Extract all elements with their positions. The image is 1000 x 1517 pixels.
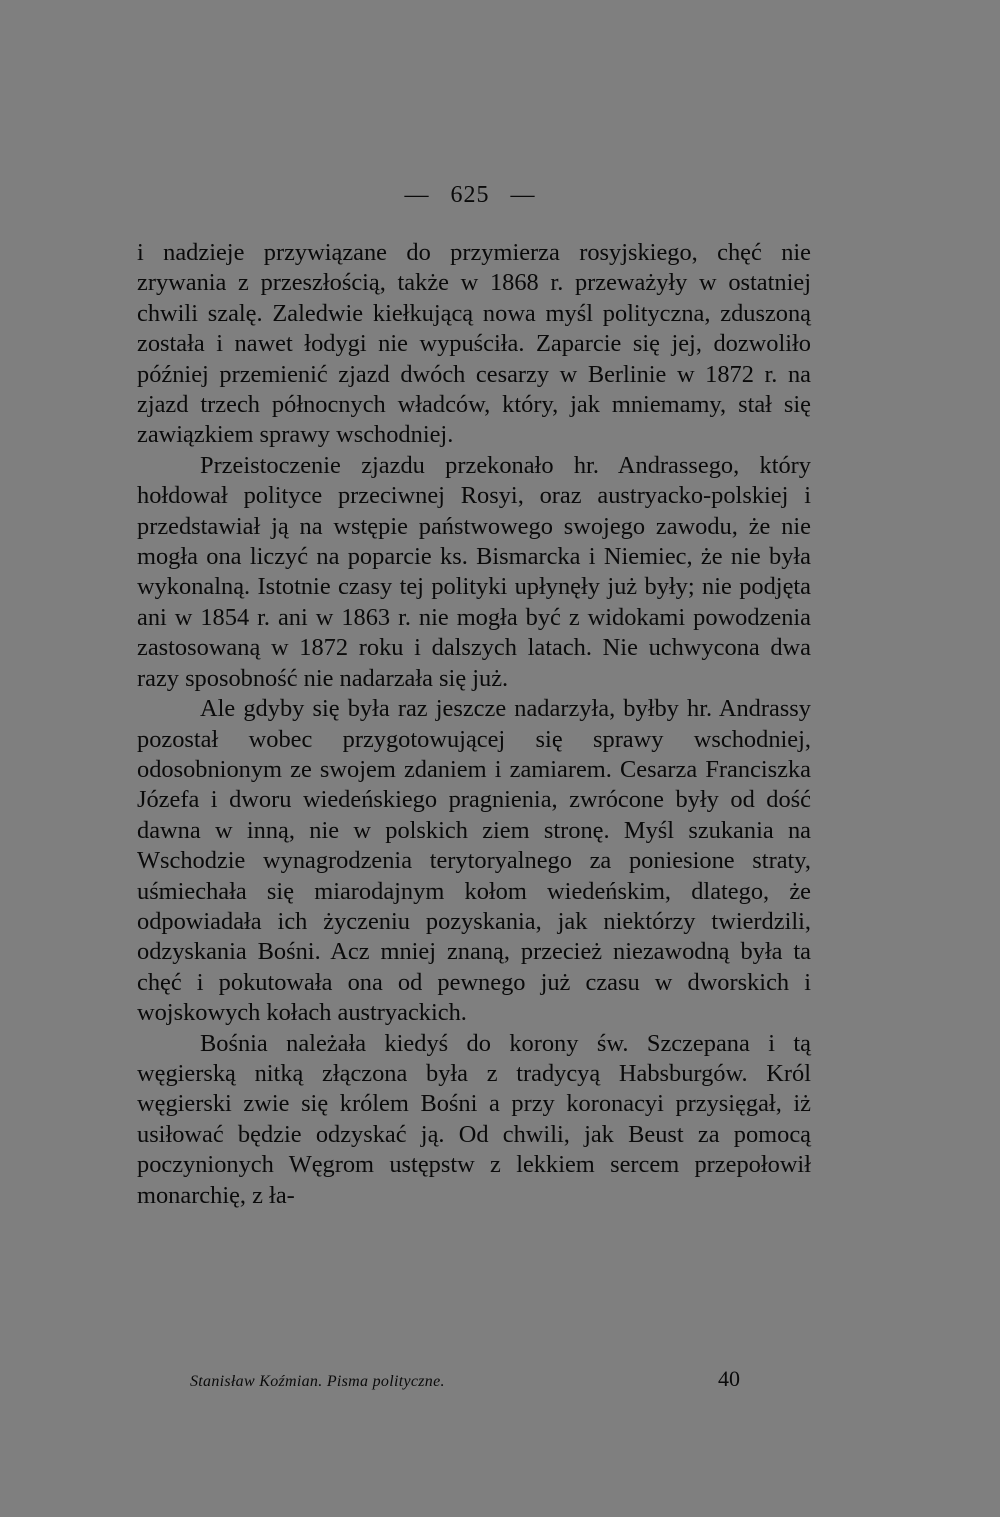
- page-number: 625: [450, 182, 490, 208]
- signature-mark: 40: [718, 1366, 740, 1391]
- paragraph: Bośnia należała kiedyś do korony św. Szczepana i tą węgierską nitką złączona była z tradycyą Habsburgów. Król węgierski zwie się królem Bośni a przy koronacyi przysięgał, iż usiłować będzie odzyskać ją. Od chwili, jak Beust za pomocą poczynionych Węgrom ustępstw z lekkiem sercem przepołowił monarchię, z ła-: [137, 1029, 811, 1209]
- header-dash-right: —: [510, 182, 536, 208]
- page-footer: [190, 1366, 740, 1392]
- paragraph: Ale gdyby się była raz jeszcze nadarzyła, byłby hr. Andrassy pozostał wobec przygotowującej się sprawy wschodniej, odosobnionym ze swojem zdaniem i zamiarem. Cesarza Franciszka Józefa i dworu wiedeńskiego pragnienia, zwrócone były od dość dawna w inną, nie w polskich ziem stronę. Myśl szukania na Wschodzie wynagrodzenia terytoryalnego za poniesione straty, uśmiechała się miarodajnym kołom wiedeńskim, dlatego, że odpowiadała ich życzeniu pozyskania, jak niektórzy twierdzili, odzyskania Bośni. Acz mniej znaną, przecież niezawodną była ta chęć i pokutowała ona od pewnego już czasu w dworskich i wojskowych kołach austryackich.: [137, 695, 811, 1027]
- footer-note: Stanisław Koźmian. Pisma polityczne.: [190, 1373, 445, 1390]
- header-dash-left: —: [404, 182, 430, 208]
- paragraph: i nadzieje przywiązane do przymierza rosyjskiego, chęć nie zrywania z przeszłością, także w 1868 r. przeważyły w ostatniej chwili szalę. Zaledwie kiełkującą nowa myśl polityczna, zduszoną została i nawet łodygi nie wypuściła. Zaparcie się jej, dozwoliło później przemienić zjazd dwóch cesarzy w Berlinie w 1872 r. na zjazd trzech północnych władców, który, jak mniemamy, stał się zawiązkiem sprawy wschodniej.: [137, 239, 811, 449]
- page-header: [0, 182, 940, 209]
- body-text: [137, 238, 811, 1211]
- paragraph: Przeistoczenie zjazdu przekonało hr. Andrassego, który hołdował polityce przeciwnej Rosyi, oraz austryacko-polskiej i przedstawiał ją na wstępie państwowego swojego zawodu, że nie mogła ona liczyć na poparcie ks. Bismarcka i Niemiec, że nie była wykonalną. Istotnie czasy tej polityki upłynęły już były; nie podjęta ani w 1854 r. ani w 1863 r. nie mogła być z widokami powodzenia zastosowaną w 1872 roku i dalszych latach. Nie uchwycona dwa razy sposobność nie nadarzała się już.: [137, 451, 811, 692]
